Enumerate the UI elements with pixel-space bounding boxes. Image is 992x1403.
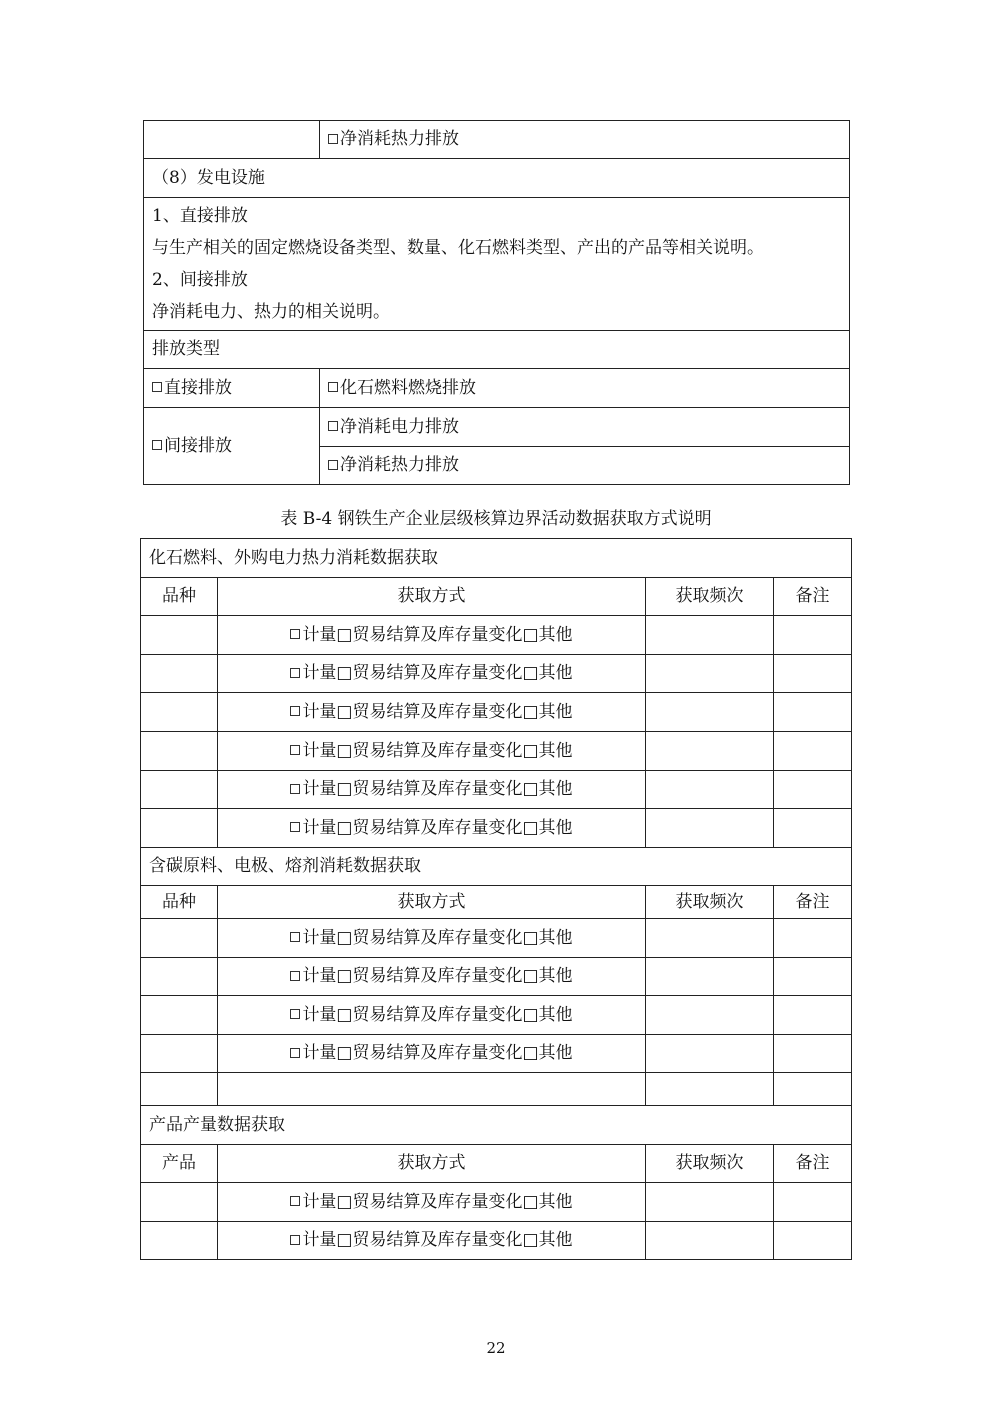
description-line: 净消耗电力、热力的相关说明。 <box>152 302 390 322</box>
checkbox-icon[interactable] <box>290 1196 300 1206</box>
table-row <box>141 771 852 809</box>
checkbox-icon[interactable] <box>290 932 300 942</box>
checkbox-icon[interactable] <box>290 971 300 981</box>
direct-label: 直接排放 <box>164 377 232 398</box>
indirect-option: 净消耗电力排放 <box>340 416 459 437</box>
direct-option: 化石燃料燃烧排放 <box>340 377 476 398</box>
column-header: 获取频次 <box>646 1145 774 1183</box>
section-title: 产品产量数据获取 <box>141 1106 852 1145</box>
method-options: 计量□贸易结算及库存量变化□其他 <box>302 1043 573 1064</box>
method-options: 计量□贸易结算及库存量变化□其他 <box>302 1191 573 1212</box>
section-title: （8）发电设施 <box>144 159 850 198</box>
description-cell <box>144 198 850 331</box>
column-header: 品种 <box>141 578 218 616</box>
checkbox-icon[interactable] <box>328 421 338 431</box>
table-row <box>141 1106 852 1145</box>
table-row <box>141 809 852 848</box>
table-row <box>141 848 852 886</box>
method-options: 计量□贸易结算及库存量变化□其他 <box>302 927 573 948</box>
table-row <box>141 693 852 732</box>
checkbox-icon[interactable] <box>290 668 300 678</box>
table-row <box>141 1222 852 1260</box>
checkbox-icon[interactable] <box>290 1048 300 1058</box>
method-options: 计量□贸易结算及库存量变化□其他 <box>302 740 573 761</box>
checkbox-icon[interactable] <box>290 784 300 794</box>
option-label: 净消耗热力排放 <box>340 129 459 150</box>
section-title: 含碳原料、电极、熔剂消耗数据获取 <box>141 848 852 886</box>
table-row <box>141 1183 852 1222</box>
table-row <box>144 159 850 198</box>
method-options: 计量□贸易结算及库存量变化□其他 <box>302 701 573 722</box>
method-options: 计量□贸易结算及库存量变化□其他 <box>302 817 573 838</box>
column-header: 获取方式 <box>218 1145 646 1183</box>
table-row <box>141 996 852 1035</box>
column-header: 获取频次 <box>646 886 774 919</box>
description-line: 与生产相关的固定燃烧设备类型、数量、化石燃料类型、产出的产品等相关说明。 <box>152 238 764 258</box>
emission-type-table <box>143 120 850 485</box>
table-row <box>144 121 850 159</box>
activity-data-table <box>140 538 852 1260</box>
table-row <box>141 1035 852 1073</box>
column-header: 备注 <box>774 886 852 919</box>
method-options: 计量□贸易结算及库存量变化□其他 <box>302 1004 573 1025</box>
table-row <box>141 958 852 996</box>
table-row <box>141 655 852 693</box>
checkbox-icon[interactable] <box>328 460 338 470</box>
table-row <box>144 408 850 447</box>
header-row <box>141 578 852 616</box>
method-options: 计量□贸易结算及库存量变化□其他 <box>302 663 573 684</box>
indirect-label: 间接排放 <box>164 435 232 456</box>
description-line: 1、直接排放 <box>152 206 248 226</box>
column-header: 获取频次 <box>646 578 774 616</box>
table-row <box>141 1073 852 1106</box>
method-options: 计量□贸易结算及库存量变化□其他 <box>302 966 573 987</box>
header-row <box>141 1145 852 1183</box>
column-header: 获取方式 <box>218 886 646 919</box>
section-title: 化石燃料、外购电力热力消耗数据获取 <box>141 539 852 578</box>
header-row <box>141 886 852 919</box>
column-header: 备注 <box>774 1145 852 1183</box>
method-options: 计量□贸易结算及库存量变化□其他 <box>302 779 573 800</box>
checkbox-icon[interactable] <box>290 1009 300 1019</box>
column-header: 获取方式 <box>218 578 646 616</box>
table-row <box>141 539 852 578</box>
table-row <box>144 369 850 408</box>
table-row <box>141 616 852 655</box>
table-row <box>141 732 852 771</box>
table-row <box>141 919 852 958</box>
table-caption: 表 B-4 钢铁生产企业层级核算边界活动数据获取方式说明 <box>280 509 712 529</box>
method-options: 计量□贸易结算及库存量变化□其他 <box>302 1230 573 1251</box>
checkbox-icon[interactable] <box>290 706 300 716</box>
column-header: 品种 <box>141 886 218 919</box>
checkbox-icon[interactable] <box>152 382 162 392</box>
column-header: 备注 <box>774 578 852 616</box>
indirect-option: 净消耗热力排放 <box>340 455 459 476</box>
page-number: 22 <box>486 1339 506 1357</box>
description-line: 2、间接排放 <box>152 270 248 290</box>
checkbox-icon[interactable] <box>328 134 338 144</box>
checkbox-icon[interactable] <box>290 1235 300 1245</box>
emission-type-label: 排放类型 <box>144 331 850 369</box>
method-options: 计量□贸易结算及库存量变化□其他 <box>302 624 573 645</box>
table-row <box>144 331 850 369</box>
column-header: 产品 <box>141 1145 218 1183</box>
table-row <box>144 198 850 331</box>
checkbox-icon[interactable] <box>290 629 300 639</box>
checkbox-icon[interactable] <box>328 382 338 392</box>
checkbox-icon[interactable] <box>152 440 162 450</box>
checkbox-icon[interactable] <box>290 745 300 755</box>
checkbox-icon[interactable] <box>290 822 300 832</box>
